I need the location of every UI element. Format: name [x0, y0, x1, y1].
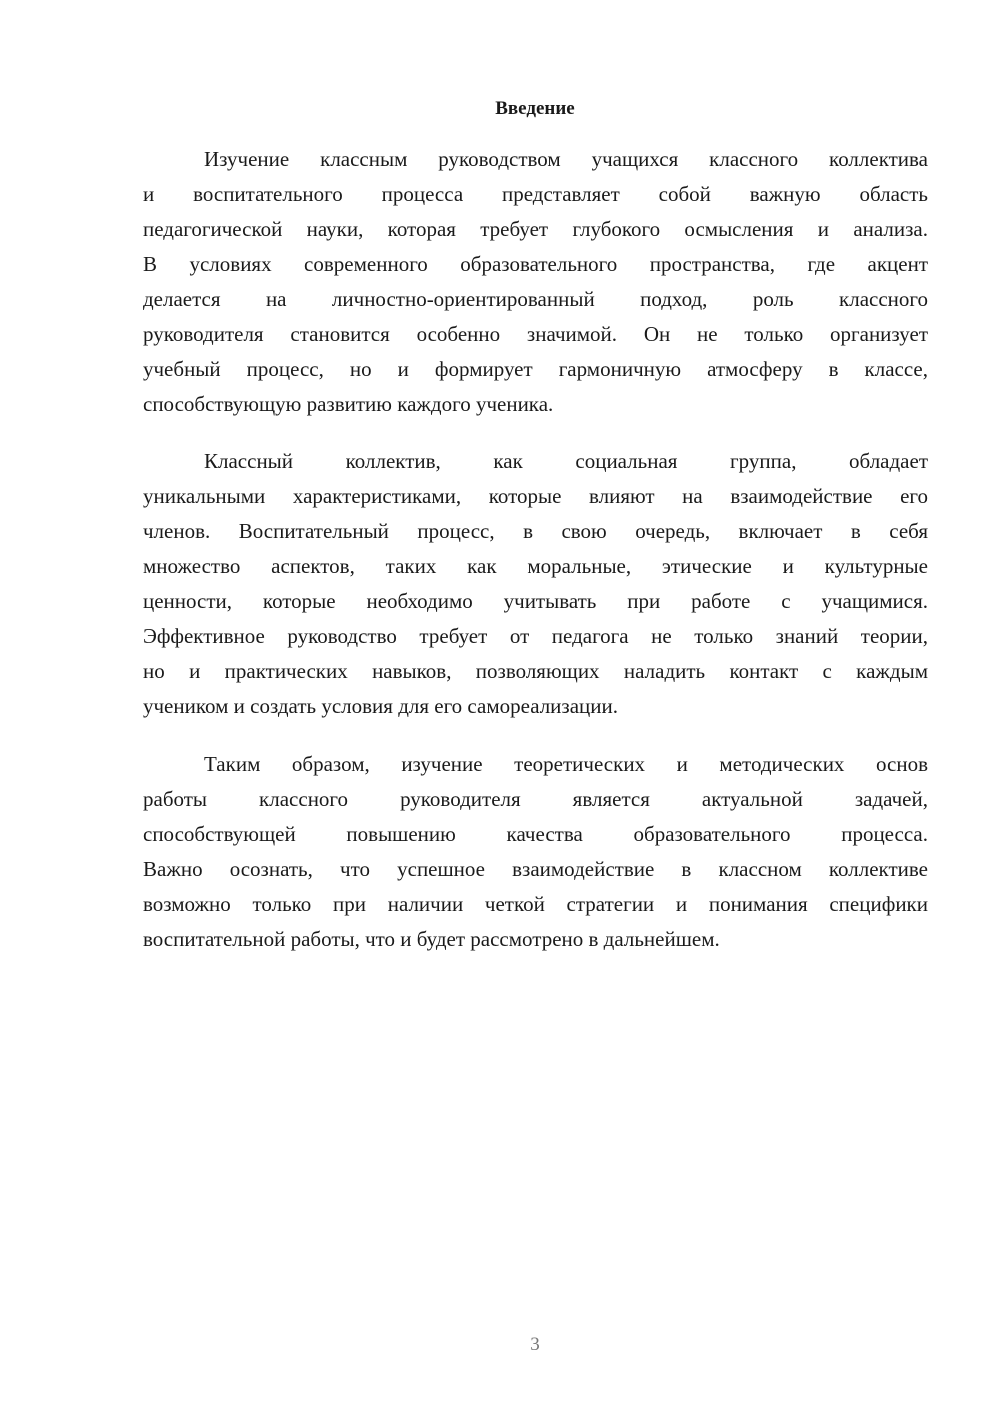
text-line: способствующей повышению качества образовательного процесса. — [143, 822, 928, 846]
text-line: Таким образом, изучение теоретических и методических основ — [204, 752, 928, 776]
text-line: руководителя становится особенно значимой. Он не только организует — [143, 322, 928, 346]
text-line: и воспитательного процесса представляет собой важную область — [143, 182, 928, 206]
text-line: но и практических навыков, позволяющих наладить контакт с каждым — [143, 659, 928, 683]
text-line: ценности, которые необходимо учитывать при работе с учащимися. — [143, 589, 928, 613]
paragraph-1 — [143, 142, 928, 422]
text-line: учебный процесс, но и формирует гармоничную атмосферу в классе, — [143, 357, 928, 381]
text-line: Изучение классным руководством учащихся классного коллектива — [204, 147, 928, 171]
paragraph-3 — [143, 747, 928, 957]
text-line: уникальными характеристиками, которые влияют на взаимодействие его — [143, 484, 928, 508]
section-heading: Введение — [495, 98, 575, 119]
text-line: Эффективное руководство требует от педагога не только знаний теории, — [143, 624, 928, 648]
text-line: способствующую развитию каждого ученика. — [143, 392, 554, 416]
text-line: В условиях современного образовательного пространства, где акцент — [143, 252, 928, 276]
text-line: членов. Воспитательный процесс, в свою очередь, включает в себя — [143, 519, 928, 543]
text-line: воспитательной работы, что и будет рассмотрено в дальнейшем. — [143, 927, 720, 951]
text-line: множество аспектов, таких как моральные, этические и культурные — [143, 554, 928, 578]
text-line: учеником и создать условия для его самореализации. — [143, 694, 618, 718]
paragraph-2 — [143, 444, 928, 724]
text-line: делается на личностно-ориентированный подход, роль классного — [143, 287, 928, 311]
text-line: Классный коллектив, как социальная группа, обладает — [204, 449, 928, 473]
text-line: работы классного руководителя является актуальной задачей, — [143, 787, 928, 811]
text-line: Важно осознать, что успешное взаимодействие в классном коллективе — [143, 857, 928, 881]
text-line: педагогической науки, которая требует глубокого осмысления и анализа. — [143, 217, 928, 241]
page-number: 3 — [530, 1334, 540, 1355]
text-line: возможно только при наличии четкой стратегии и понимания специфики — [143, 892, 928, 916]
